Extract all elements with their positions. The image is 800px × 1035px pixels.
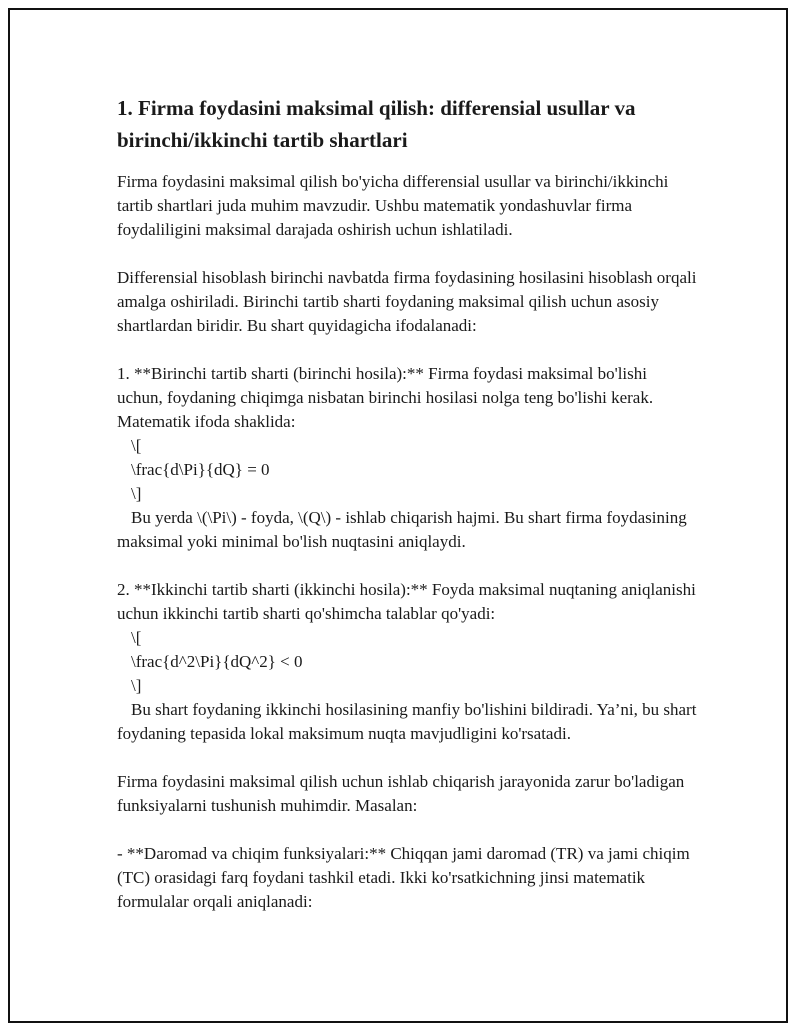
item-first-order-text: 1. **Birinchi tartib sharti (birinchi hosila):** Firma foydasi maksimal bo'lishi uchun, foydaning chiqimga nisbatan birinchi hosilasi nolga teng bo'lishi kerak. Matematik ifoda shaklida:	[117, 364, 654, 431]
bullet-revenue-cost: - **Daromad va chiqim funksiyalari:** Chiqqan jami daromad (TR) va jami chiqim (TC) orasidagi farq foydani tashkil etadi. Ikki ko'rsatkichning jinsi matematik formulalar orqali aniqlanadi:	[117, 844, 690, 911]
item-first-order-open: \[	[131, 436, 142, 455]
item-second-order-open: \[	[131, 628, 142, 647]
intro-paragraph: Firma foydasini maksimal qilish bo'yicha differensial usullar va birinchi/ikkinchi tartib shartlari juda muhim mavzudir. Ushbu matematik yondashuvlar firma foydaliligini maksimal darajada oshirish uchun ishlatiladi.	[117, 172, 669, 239]
document-body	[117, 92, 697, 914]
item-second-order-text: 2. **Ikkinchi tartib sharti (ikkinchi hosila):** Foyda maksimal nuqtaning aniqlanishi uchun ikkinchi tartib sharti qo'shimcha talablar qo'yadi:	[117, 580, 696, 623]
item-second-order-explanation: Bu shart foydaning ikkinchi hosilasining manfiy bo'lishini bildiradi. Ya’ni, bu shart foydaning tepasida lokal maksimum nuqta mavjudligini ko'rsatadi.	[117, 700, 697, 743]
paragraph-differential: Differensial hisoblash birinchi navbatda firma foydasining hosilasini hisoblash orqali amalga oshiriladi. Birinchi tartib sharti foydaning maksimal qilish uchun asosiy shartlardan biridir. Bu shart quyidagicha ifodalanadi:	[117, 268, 697, 335]
item-second-order-formula: \frac{d^2\Pi}{dQ^2} < 0	[131, 652, 303, 671]
item-first-order-close: \]	[131, 484, 142, 503]
document-title: 1. Firma foydasini maksimal qilish: differensial usullar va birinchi/ikkinchi tartib shartlari	[117, 96, 636, 152]
item-first-order-explanation: Bu yerda \(\Pi\) - foyda, \(Q\) - ishlab chiqarish hajmi. Bu shart firma foydasining maksimal yoki minimal bo'lish nuqtasini aniqlaydi.	[117, 508, 687, 551]
paragraph-functions: Firma foydasini maksimal qilish uchun ishlab chiqarish jarayonida zarur bo'ladigan funksiyalarni tushunish muhimdir. Masalan:	[117, 772, 685, 815]
item-first-order-formula: \frac{d\Pi}{dQ} = 0	[131, 460, 270, 479]
item-second-order-close: \]	[131, 676, 142, 695]
